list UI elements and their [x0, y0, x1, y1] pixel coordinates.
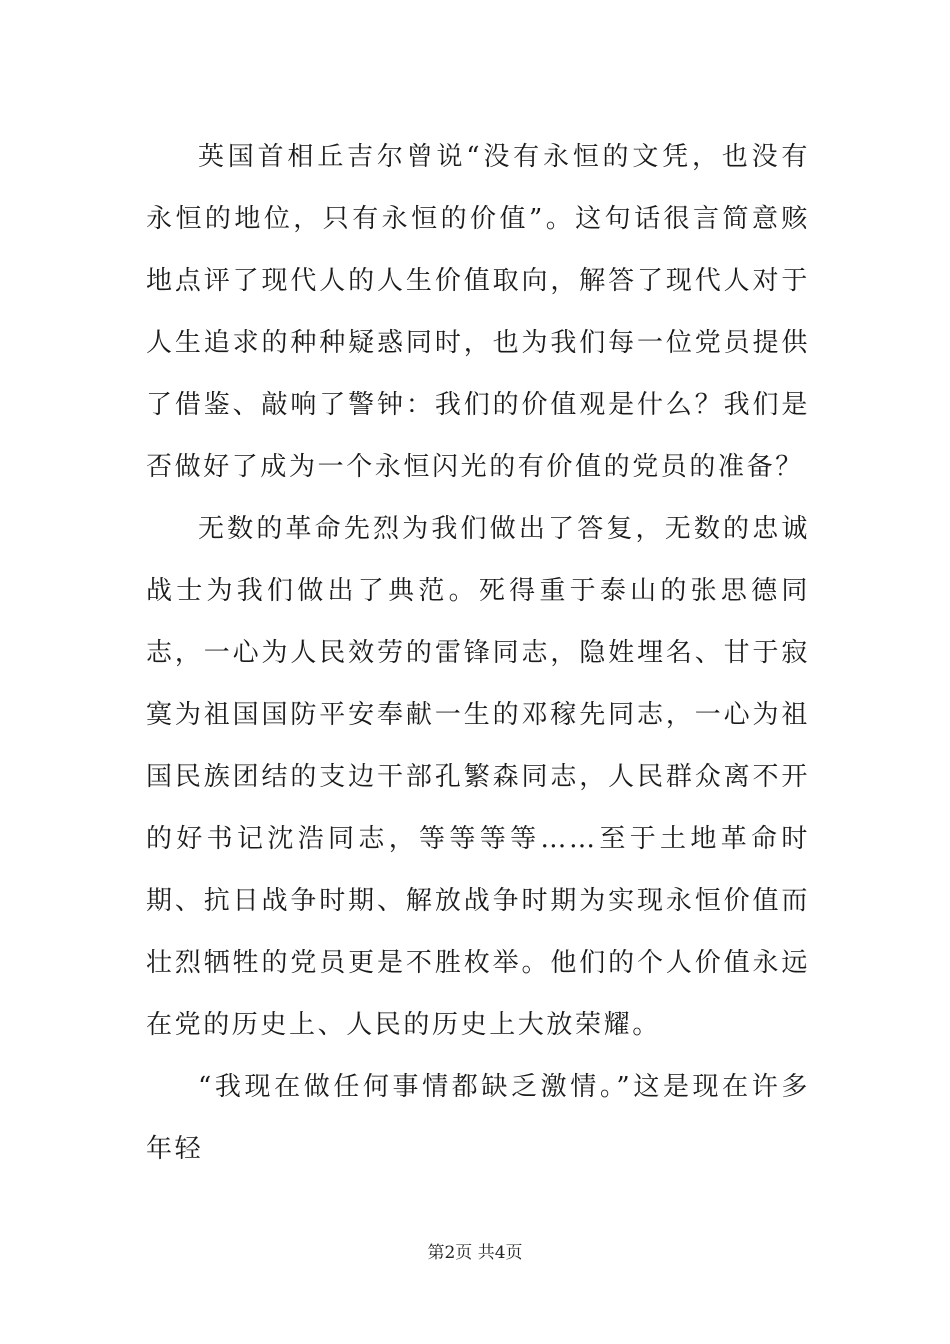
body-text: [146, 126, 810, 1180]
paragraph-revolutionary-martyrs: 无数的革命先烈为我们做出了答复，无数的忠诚战士为我们做出了典范。死得重于泰山的张思德同志，一心为人民效劳的雷锋同志，隐姓埋名、甘于寂寞为祖国国防平安奉献一生的邓稼先同志，一心为祖国民族团结的支边干部孔繁森同志，人民群众离不开的好书记沈浩同志，等等等等……至于土地革命时期、抗日战争时期、解放战争时期为实现永恒价值而壮烈牺牲的党员更是不胜枚举。他们的个人价值永远在党的历史上、人民的历史上大放荣耀。: [146, 514, 810, 1040]
paragraph-lack-of-passion: “我现在做任何事情都缺乏激情。”这是现在许多年轻: [146, 1072, 810, 1164]
page-number: 第2页 共4页: [427, 1243, 523, 1263]
paragraph-quote-churchill: 英国首相丘吉尔曾说“没有永恒的文凭，也没有永恒的地位，只有永恒的价值”。这句话很言简意赅地点评了现代人的人生价值取向，解答了现代人对于人生追求的种种疑惑同时，也为我们每一位党员提供了借鉴、敲响了警钟：我们的价值观是什么？我们是否做好了成为一个永恒闪光的有价值的党员的准备？: [146, 142, 810, 482]
page-footer: [0, 1241, 950, 1265]
